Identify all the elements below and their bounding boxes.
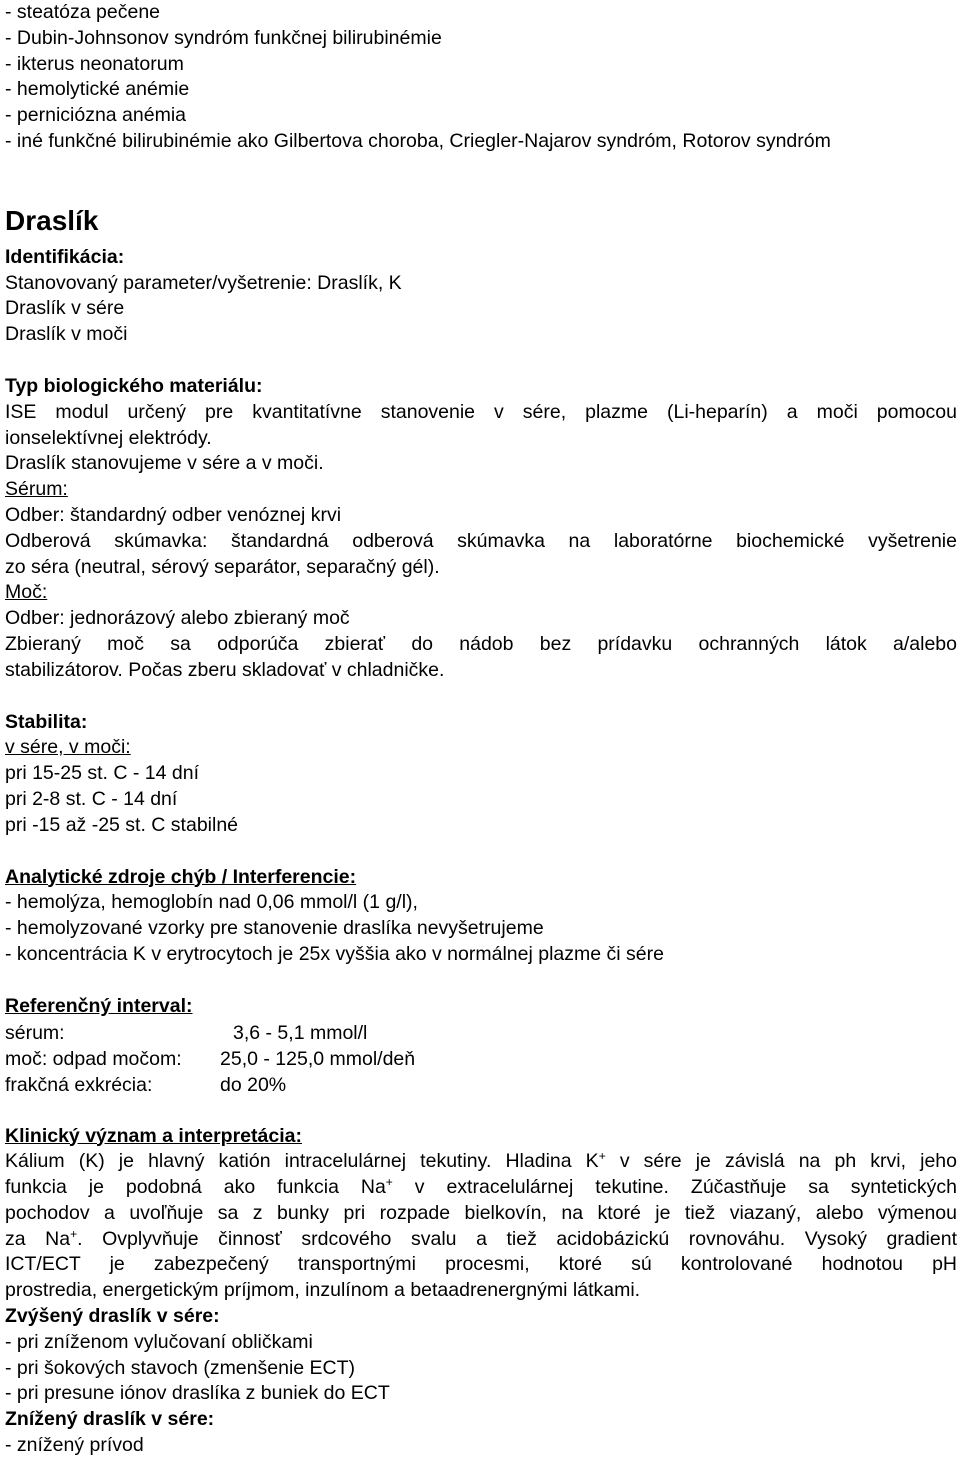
list-item: - hemolytické anémie: [5, 78, 190, 101]
stability-heading: Stabilita:: [5, 710, 88, 733]
superscript-plus: +: [70, 1226, 78, 1241]
clinical-text-part: za Na: [5, 1227, 71, 1250]
urine-text: Odber: jednorázový alebo zbieraný moč: [5, 607, 350, 630]
serum-text: Odberová skúmavka: štandardná odberová skúmavka na laboratórne biochemické vyšetrenie: [5, 529, 957, 552]
superscript-plus: +: [385, 1175, 393, 1190]
reference-value: 3,6 - 5,1 mmol/l: [233, 1021, 368, 1044]
clinical-text: pochodov a uvoľňuje sa z bunky pri rozpade bielkovín, na ktoré je tiež viazaný, alebo výmenou: [5, 1201, 957, 1224]
identification-line: Draslík v sére: [5, 297, 125, 320]
identification-heading: Identifikácia:: [5, 245, 125, 268]
clinical-text: ICT/ECT je zabezpečený transportnými procesmi, ktoré sú kontrolované hodnotou pH: [5, 1253, 957, 1276]
identification-line: Stanovovaný parameter/vyšetrenie: Draslík, K: [5, 271, 402, 294]
list-item: - Dubin-Johnsonov syndróm funkčnej bilirubinémie: [5, 26, 442, 49]
reference-label: moč: odpad močom:: [5, 1047, 182, 1070]
decreased-heading: Znížený draslík v sére:: [5, 1408, 215, 1431]
decreased-line: - znížený prívod: [5, 1434, 144, 1457]
interference-heading: Analytické zdroje chýb / Interferencie:: [5, 865, 357, 888]
interference-line: - hemolyzované vzorky pre stanovenie draslíka nevyšetrujeme: [5, 917, 544, 940]
clinical-heading: Klinický význam a interpretácia:: [5, 1124, 302, 1147]
material-text: ionselektívnej elektródy.: [5, 426, 212, 449]
clinical-text: prostredia, energetickým príjmom, inzulínom a betaadrenergnými látkami.: [5, 1279, 641, 1302]
urine-label: Moč:: [5, 581, 48, 604]
identification-line: Draslík v moči: [5, 323, 128, 346]
reference-label: sérum:: [5, 1021, 65, 1044]
serum-label: Sérum:: [5, 478, 68, 501]
clinical-text: [5, 1149, 957, 1175]
increased-heading: Zvýšený draslík v sére:: [5, 1305, 220, 1328]
reference-row: [5, 1072, 957, 1098]
stability-sublabel: v sére, v moči:: [5, 736, 131, 759]
urine-text: Zbieraný moč sa odporúča zbierať do nádob bez prídavku ochranných látok a/alebo: [5, 632, 957, 655]
material-text: Draslík stanovujeme v sére a v moči.: [5, 452, 324, 475]
reference-value: do 20%: [220, 1073, 287, 1096]
increased-line: - pri presune iónov draslíka z buniek do ECT: [5, 1382, 390, 1405]
reference-value: 25,0 - 125,0 mmol/deň: [220, 1047, 416, 1070]
serum-text: zo séra (neutral, sérový separátor, separačný gél).: [5, 555, 440, 578]
clinical-text: [5, 1175, 957, 1201]
reference-row: [5, 1046, 957, 1072]
urine-text: stabilizátorov. Počas zberu skladovať v chladničke.: [5, 658, 445, 681]
clinical-text-part: v extracelulárnej tekutine. Zúčastňuje sa syntetických: [392, 1176, 957, 1199]
reference-heading: Referenčný interval:: [5, 994, 193, 1017]
clinical-text-part: Kálium (K) je hlavný katión intracelulárnej tekutiny. Hladina K: [5, 1150, 599, 1173]
increased-line: - pri šokových stavoch (zmenšenie ECT): [5, 1356, 356, 1379]
increased-line: - pri zníženom vylučovaní obličkami: [5, 1330, 313, 1353]
stability-line: pri 2-8 st. C - 14 dní: [5, 787, 178, 810]
top-list: [5, 0, 957, 155]
page-title: Draslík: [5, 204, 99, 236]
stability-line: pri -15 až -25 st. C stabilné: [5, 813, 239, 836]
clinical-text-part: funkcia je podobná ako funkcia Na: [5, 1176, 386, 1199]
serum-text: Odber: štandardný odber venóznej krvi: [5, 503, 342, 526]
reference-label: frakčná exkrécia:: [5, 1073, 153, 1096]
list-item: - iné funkčné bilirubinémie ako Gilbertova choroba, Criegler-Najarov syndróm, Rotorov syndróm: [5, 129, 831, 152]
clinical-text-part: v sére je závislá na ph krvi, jeho: [605, 1150, 957, 1173]
list-item: - perniciózna anémia: [5, 104, 187, 127]
material-heading: Typ biologického materiálu:: [5, 374, 263, 397]
stability-line: pri 15-25 st. C - 14 dní: [5, 762, 200, 785]
clinical-text: [5, 1227, 957, 1253]
reference-row: [5, 1020, 957, 1046]
document-page: [5, 0, 957, 1459]
interference-line: - hemolýza, hemoglobín nad 0,06 mmol/l (1 g/l),: [5, 891, 418, 914]
clinical-text-part: . Ovplyvňuje činnosť srdcového svalu a tiež acidobázickú rovnováhu. Vysoký gradient: [77, 1227, 957, 1250]
list-item: - steatóza pečene: [5, 1, 161, 23]
interference-line: - koncentrácia K v erytrocytoch je 25x vyššia ako v normálnej plazme či sére: [5, 942, 664, 965]
superscript-plus: +: [598, 1149, 606, 1164]
list-item: - ikterus neonatorum: [5, 52, 184, 75]
material-text: ISE modul určený pre kvantitatívne stanovenie v sére, plazme (Li-heparín) a moči pomocou: [5, 400, 957, 423]
